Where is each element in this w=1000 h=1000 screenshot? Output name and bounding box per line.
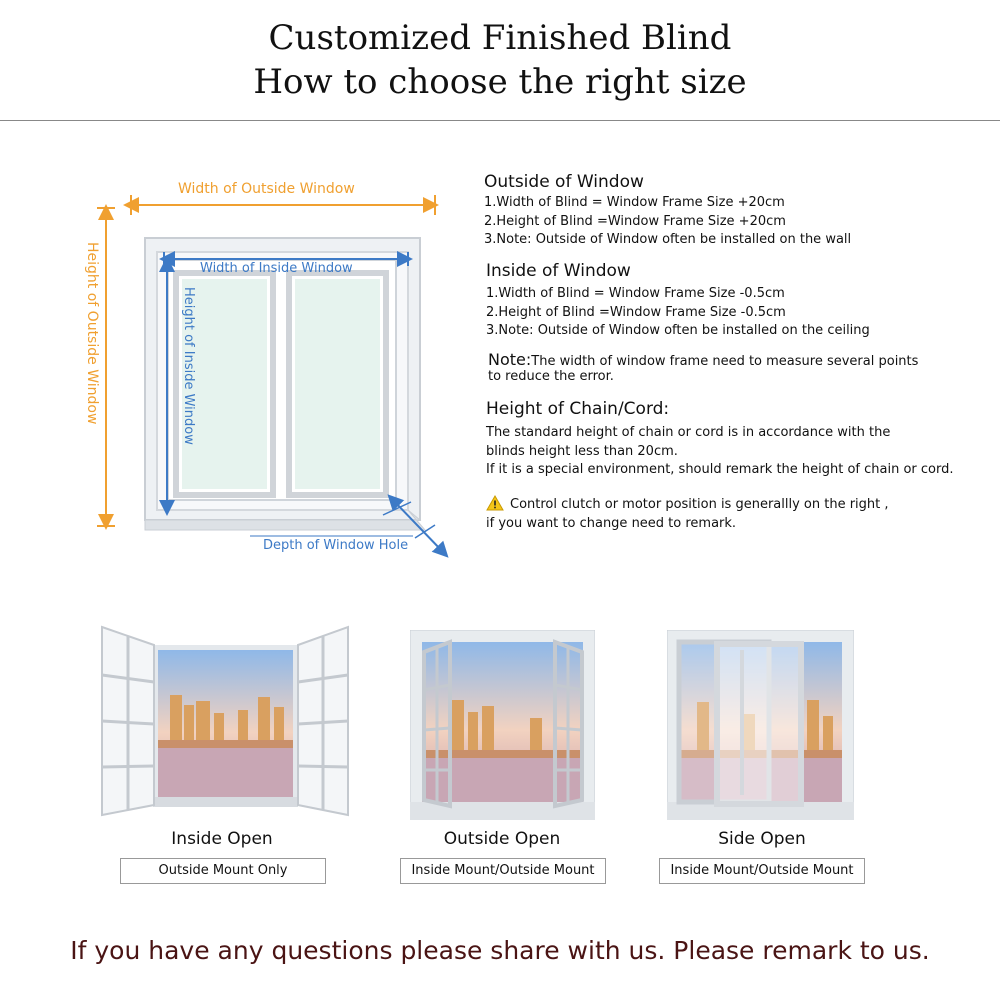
side-open-window — [667, 630, 854, 820]
inside-line-3: 3.Note: Outside of Window often be installed on the ceiling — [486, 323, 870, 338]
inside-open-window — [98, 625, 352, 820]
chain-heading: Height of Chain/Cord: — [486, 399, 670, 419]
mount-inside-open: Outside Mount Only — [120, 858, 326, 884]
chain-line-1: The standard height of chain or cord is in accordance with the — [486, 425, 891, 440]
note-text-1: The width of window frame need to measure several points — [531, 354, 919, 369]
outside-line-3: 3.Note: Outside of Window often be installed on the wall — [484, 232, 852, 247]
outside-heading: Outside of Window — [484, 172, 644, 192]
depth-hole-label: Depth of Window Hole — [263, 538, 409, 553]
warning-icon — [486, 495, 504, 511]
outside-open-window — [410, 630, 595, 820]
chain-line-3: If it is a special environment, should remark the height of chain or cord. — [486, 462, 954, 477]
outside-line-2: 2.Height of Blind =Window Frame Size +20cm — [484, 214, 786, 229]
note-label: Note: — [488, 350, 532, 369]
title-line-1: Customized Finished Blind — [268, 18, 732, 58]
outside-line-1: 1.Width of Blind = Window Frame Size +20cm — [484, 195, 785, 210]
footer-message: If you have any questions please share with us. Please remark to us. — [70, 936, 930, 965]
inside-line-1: 1.Width of Blind = Window Frame Size -0.5cm — [486, 286, 785, 301]
inside-line-2: 2.Height of Blind =Window Frame Size -0.5cm — [486, 305, 786, 320]
height-inside-label: Height of Inside Window — [181, 287, 196, 445]
caption-inside-open: Inside Open — [171, 829, 273, 849]
width-inside-label: Width of Inside Window — [200, 261, 353, 276]
note-block — [488, 350, 918, 369]
measurement-diagram — [75, 170, 465, 570]
note-text-2: to reduce the error. — [488, 369, 614, 384]
warning-line-1: Control clutch or motor position is generallly on the right , — [510, 497, 889, 512]
caption-outside-open: Outside Open — [443, 829, 561, 849]
height-outside-label: Height of Outside Window — [84, 242, 100, 425]
caption-side-open: Side Open — [718, 829, 806, 849]
warning-line-2: if you want to change need to remark. — [486, 516, 737, 531]
width-outside-label: Width of Outside Window — [178, 181, 355, 197]
title-line-2: How to choose the right size — [253, 62, 747, 102]
chain-line-2: blinds height less than 20cm. — [486, 444, 678, 459]
mount-outside-open: Inside Mount/Outside Mount — [400, 858, 606, 884]
header-divider — [0, 120, 1000, 121]
mount-side-open: Inside Mount/Outside Mount — [659, 858, 865, 884]
inside-heading: Inside of Window — [486, 261, 631, 281]
